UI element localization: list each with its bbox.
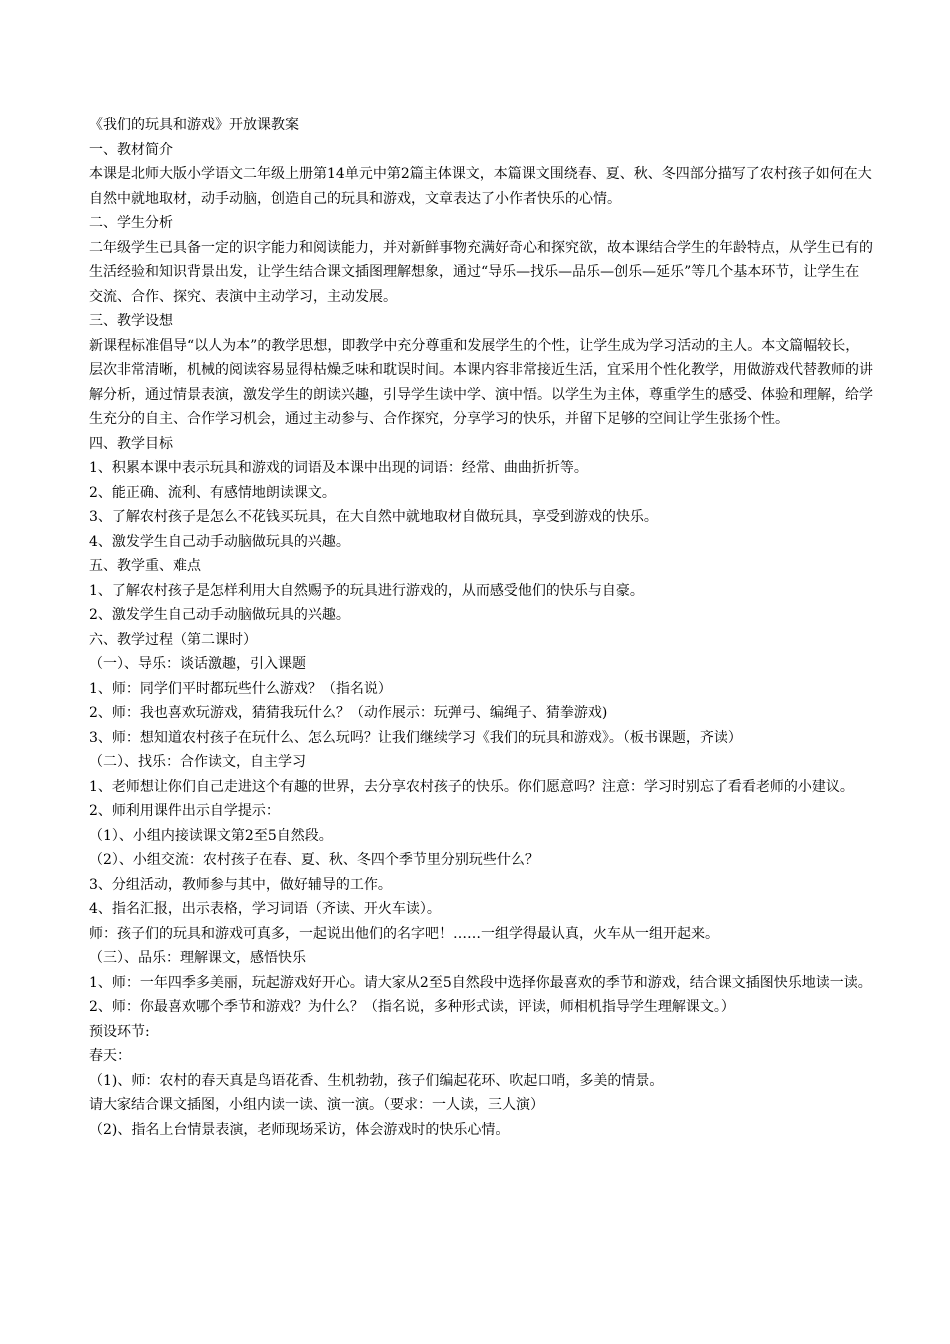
section-heading-materials: 一、教材简介 [89, 141, 173, 158]
list-item: 2、师利用课件出示自学提示： [89, 803, 280, 819]
subsection-heading: （三）、品乐：理解课文，感悟快乐 [89, 950, 306, 966]
section-heading-design: 三、教学设想 [89, 313, 173, 329]
list-item: 2、师：我也喜欢玩游戏，猜猜我玩什么？（动作展示：玩弹弓、编绳子、猜拳游戏) [89, 705, 608, 721]
paragraph: 二年级学生已具备一定的识字能力和阅读能力，并对新鲜事物充满好奇心和探究欲，故本课结合学生的年龄特点，从学生已有的生活经验和知识背景出发，让学生结合课文插图理解想象，通过“导乐—找乐—品乐—创乐—延乐”等几个基本环节，让学生在交流、合作、探究、表演中主动学习，主动发展。 [89, 239, 873, 305]
list-item: （2）、小组交流：农村孩子在春、夏、秋、冬四个季节里分别玩些什么？ [89, 852, 539, 868]
list-item: 3、了解农村孩子是怎么不花钱买玩具，在大自然中就地取材自做玩具，享受到游戏的快乐。 [89, 509, 658, 525]
section-heading-goals: 四、教学目标 [89, 435, 173, 452]
list-item: 4、指名汇报，出示表格，学习词语（齐读、开火车读）。 [89, 901, 441, 917]
list-item: 4、激发学生自己动手动脑做玩具的兴趣。 [89, 533, 350, 550]
list-item: 3、师：想知道农村孩子在玩什么、怎么玩吗？让我们继续学习《我们的玩具和游戏》。（板书课题，齐读） [89, 729, 742, 746]
section-heading-key-points: 五、教学重、难点 [89, 558, 201, 574]
paragraph: 预设环节: [89, 1023, 150, 1040]
list-item: 1、积累本课中表示玩具和游戏的词语及本课中出现的词语：经常、曲曲折折等。 [89, 460, 588, 476]
list-item: 2、能正确、流利、有感情地朗读课文。 [89, 484, 336, 501]
list-item: 1、老师想让你们自己走进这个有趣的世界，去分享农村孩子的快乐。你们愿意吗？注意：学习时别忘了看看老师的小建议。 [89, 778, 854, 795]
list-item: 1、师：同学们平时都玩些什么游戏？（指名说） [89, 680, 392, 697]
section-heading-students: 二、学生分析 [89, 215, 173, 231]
list-item: 1、了解农村孩子是怎样利用大自然赐予的玩具进行游戏的，从而感受他们的快乐与自豪。 [89, 582, 644, 599]
list-item: （1)、师：农村的春天真是鸟语花香、生机勃勃，孩子们编起花环、吹起口哨，多美的情景。 [89, 1072, 664, 1089]
list-item: 2、师：你最喜欢哪个季节和游戏？为什么？（指名说，多种形式读，评读，师相机指导学生理解课文。） [89, 999, 735, 1015]
list-item: 2、激发学生自己动手动脑做玩具的兴趣。 [89, 607, 350, 623]
paragraph: 请大家结合课文插图，小组内读一读、演一演。（要求：一人读，三人演） [89, 1097, 544, 1113]
subsection-heading: （一）、导乐：谈话激趣，引入课题 [89, 656, 306, 672]
list-item: （2)、指名上台情景表演，老师现场采访，体会游戏时的快乐心情。 [89, 1121, 510, 1138]
paragraph: 师：孩子们的玩具和游戏可真多，一起说出他们的名字吧！……一组学得最认真，火车从一组开起来。 [89, 925, 719, 942]
document-title: 《我们的玩具和游戏》开放课教案 [89, 117, 299, 133]
document-page [89, 113, 873, 1142]
paragraph: 本课是北师大版小学语文二年级上册第14单元中第2篇主体课文，本篇课文围绕春、夏、秋、冬四部分描写了农村孩子如何在大自然中就地取材，动手动脑，创造自己的玩具和游戏，文章表达了小作者快乐的心情。 [89, 166, 872, 207]
paragraph: 新课程标准倡导“以人为本”的教学思想，即教学中充分尊重和发展学生的个性，让学生成为学习活动的主人。本文篇幅较长，层次非常清晰，机械的阅读容易显得枯燥乏味和耽误时间。本课内容非常接近生活，宜采用个性化教学，用做游戏代替教师的讲解分析，通过情景表演，激发学生的朗读兴趣，引导学生读中学、演中悟。以学生为主体，尊重学生的感受、体验和理解，给学生充分的自主、合作学习机会，通过主动参与、合作探究，分享学习的快乐，并留下足够的空间让学生张扬个性。 [89, 337, 873, 427]
list-item: （1）、小组内接读课文第2至5自然段。 [89, 827, 333, 844]
paragraph: 春天： [89, 1048, 131, 1064]
list-item: 1、师：一年四季多美丽，玩起游戏好开心。请大家从2至5自然段中选择你最喜欢的季节和游戏，结合课文插图快乐地读一读。 [89, 974, 872, 991]
list-item: 3、分组活动，教师参与其中，做好辅导的工作。 [89, 876, 392, 893]
subsection-heading: （二）、找乐：合作读文，自主学习 [89, 754, 306, 770]
section-heading-process: 六、教学过程（第二课时） [89, 631, 257, 648]
